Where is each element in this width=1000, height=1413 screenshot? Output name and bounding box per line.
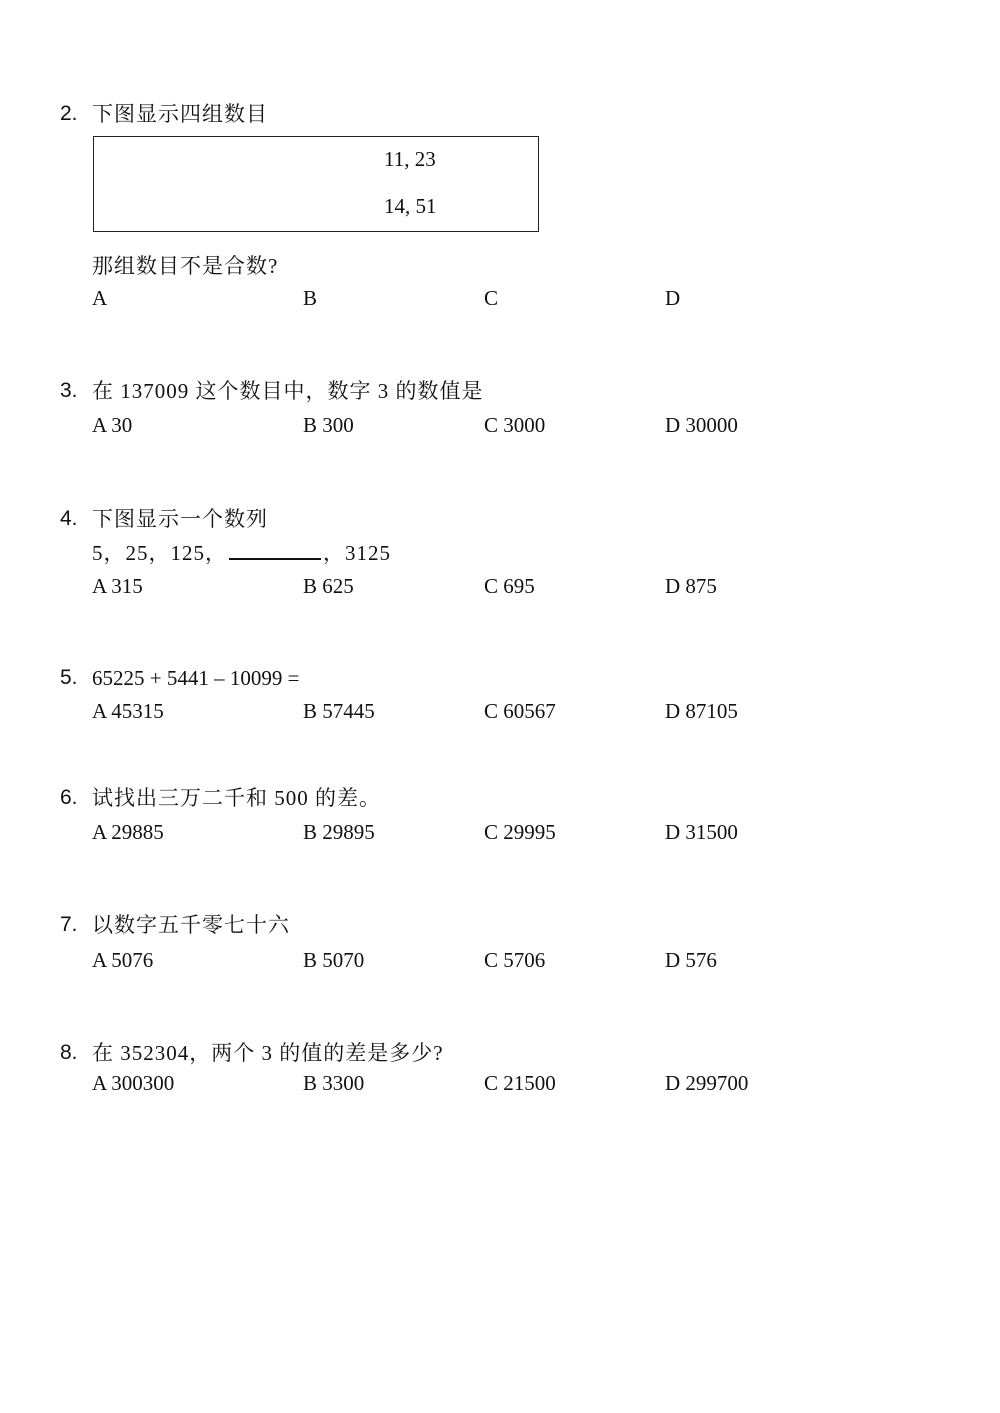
option-c[interactable]: C 60567 bbox=[484, 699, 556, 723]
option-c[interactable]: C bbox=[484, 286, 499, 310]
option-a[interactable]: A 5076 bbox=[92, 948, 154, 972]
number-group-line: 11, 23 bbox=[384, 147, 436, 171]
option-d[interactable]: D 31500 bbox=[665, 820, 738, 844]
option-d[interactable]: D 875 bbox=[665, 574, 717, 598]
option-a[interactable]: A 30 bbox=[92, 413, 133, 437]
question-number: 8. bbox=[60, 1041, 78, 1064]
question-stem: 下图显示四组数目 bbox=[92, 102, 268, 126]
option-b[interactable]: B 29895 bbox=[303, 820, 375, 844]
option-a[interactable]: A bbox=[92, 286, 108, 310]
option-d[interactable]: D 576 bbox=[665, 948, 717, 972]
number-groups-box bbox=[93, 136, 539, 232]
option-d[interactable]: D 30000 bbox=[665, 413, 738, 437]
question-stem: 下图显示一个数列 bbox=[92, 507, 268, 531]
option-c[interactable]: C 21500 bbox=[484, 1071, 556, 1095]
question-number: 3. bbox=[60, 379, 78, 402]
option-a[interactable]: A 29885 bbox=[92, 820, 164, 844]
question-number: 7. bbox=[60, 913, 78, 936]
option-b[interactable]: B 300 bbox=[303, 413, 354, 437]
question-stem: 以数字五千零七十六 bbox=[92, 913, 290, 937]
question-sub-stem: 那组数目不是合数? bbox=[92, 254, 279, 278]
question-number: 2. bbox=[60, 102, 78, 125]
option-b[interactable]: B 3300 bbox=[303, 1071, 365, 1095]
question-number: 4. bbox=[60, 507, 78, 530]
option-c[interactable]: C 695 bbox=[484, 574, 535, 598]
sequence-start: 5，25，125， bbox=[92, 541, 227, 565]
option-b[interactable]: B bbox=[303, 286, 318, 310]
number-group-line: 14, 51 bbox=[384, 194, 437, 218]
option-d[interactable]: D 87105 bbox=[665, 699, 738, 723]
option-c[interactable]: C 3000 bbox=[484, 413, 546, 437]
question-stem: 65225 + 5441 – 10099 = bbox=[92, 666, 300, 690]
option-a[interactable]: A 315 bbox=[92, 574, 143, 598]
option-b[interactable]: B 625 bbox=[303, 574, 354, 598]
question-number: 5. bbox=[60, 666, 78, 689]
option-b[interactable]: B 5070 bbox=[303, 948, 365, 972]
option-c[interactable]: C 5706 bbox=[484, 948, 546, 972]
option-b[interactable]: B 57445 bbox=[303, 699, 375, 723]
number-sequence bbox=[92, 541, 391, 565]
question-number: 6. bbox=[60, 786, 78, 809]
question-stem: 试找出三万二千和 500 的差。 bbox=[92, 786, 381, 810]
option-a[interactable]: A 300300 bbox=[92, 1071, 175, 1095]
option-c[interactable]: C 29995 bbox=[484, 820, 556, 844]
option-d[interactable]: D 299700 bbox=[665, 1071, 749, 1095]
question-stem: 在 352304，两个 3 的值的差是多少? bbox=[92, 1041, 444, 1065]
option-d[interactable]: D bbox=[665, 286, 681, 310]
answer-blank[interactable] bbox=[229, 542, 321, 560]
option-a[interactable]: A 45315 bbox=[92, 699, 164, 723]
question-stem: 在 137009 这个数目中，数字 3 的数值是 bbox=[92, 379, 484, 403]
sequence-end: ，3125 bbox=[323, 541, 391, 565]
